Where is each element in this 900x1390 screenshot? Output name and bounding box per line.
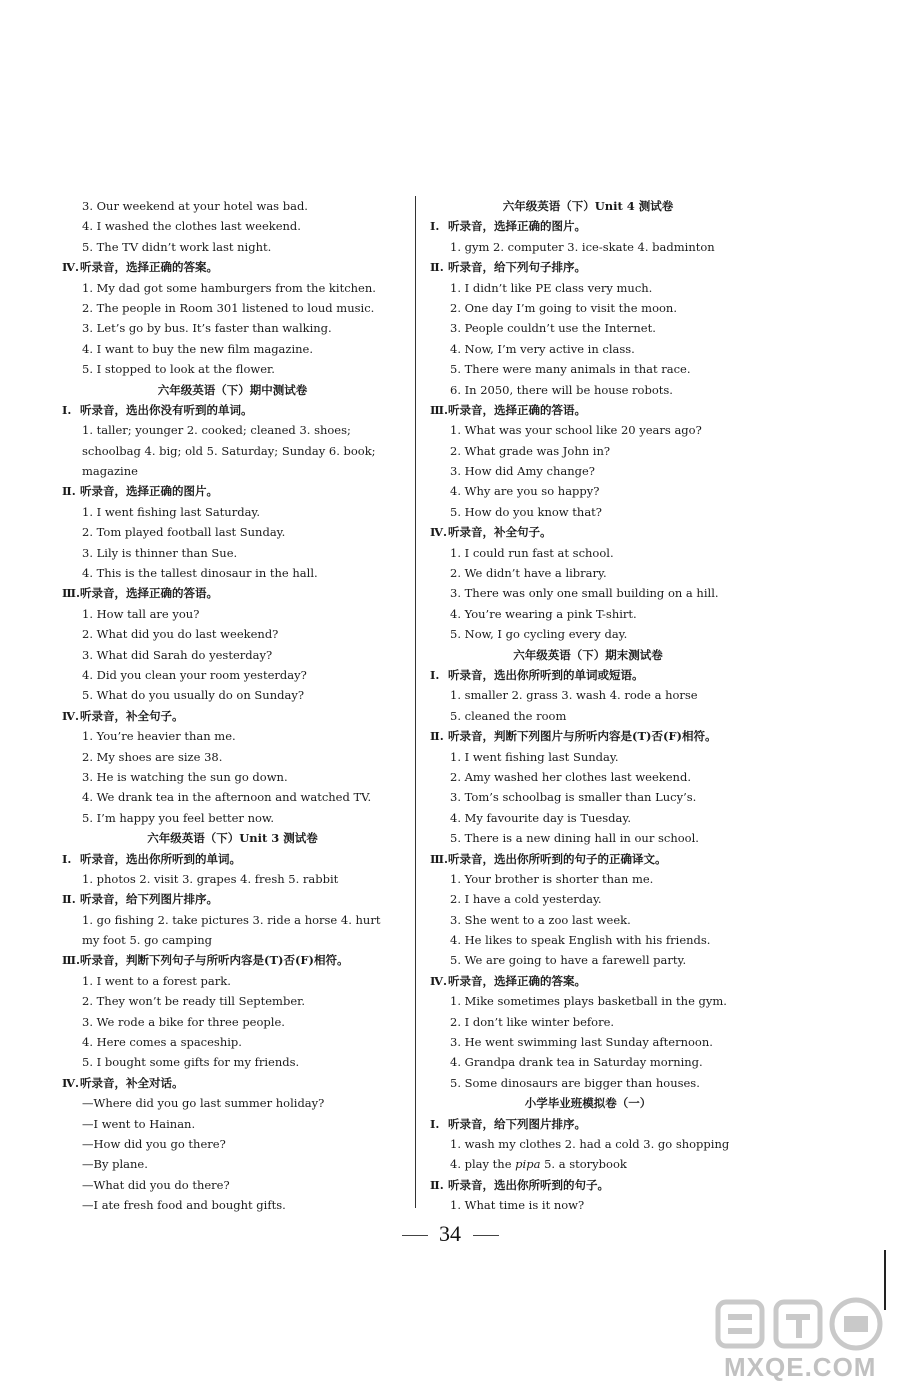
answer-line: 1. I went to a forest park. — [82, 973, 231, 988]
answer-line-continued: my foot 5. go camping — [82, 933, 213, 948]
left-column — [60, 196, 405, 1216]
answer-line: —Where did you go last summer holiday? — [82, 1096, 325, 1111]
answer-line: 1. My dad got some hamburgers from the kitchen. — [82, 280, 376, 295]
question-instruction: 听录音，补全句子。 — [80, 708, 184, 723]
answer-line: 3. Let’s go by bus. It’s faster than walking. — [82, 321, 332, 336]
question-heading — [428, 1175, 748, 1195]
answer-line: —How did you go there? — [82, 1136, 226, 1151]
question-instruction: 听录音，选择正确的图片。 — [448, 219, 586, 234]
answer-line: 2. My shoes are size 38. — [82, 749, 223, 764]
answer-line: 2. We didn’t have a library. — [450, 566, 607, 581]
section-title: 六年级英语（下）Unit 4 测试卷 — [502, 199, 674, 213]
question-heading — [428, 257, 748, 277]
answer-line: 3. People couldn’t use the Internet. — [450, 321, 656, 336]
answer-line: 1. Your brother is shorter than me. — [450, 871, 654, 886]
answer-line: 5. What do you usually do on Sunday? — [82, 688, 304, 703]
question-instruction: 听录音，补全对话。 — [80, 1075, 184, 1090]
answer-line: —I went to Hainan. — [82, 1116, 196, 1131]
answer-line: 4. I washed the clothes last weekend. — [82, 219, 301, 234]
answer-line: 2. They won’t be ready till September. — [82, 994, 306, 1009]
question-heading — [428, 665, 748, 685]
question-instruction: 听录音，选出你所听到的句子的正确译文。 — [448, 851, 667, 866]
question-heading — [60, 1073, 405, 1093]
question-heading — [428, 400, 748, 420]
answer-text: 5. a storybook — [540, 1157, 627, 1172]
answer-line: 3. How did Amy change? — [450, 464, 595, 479]
question-number: Ⅲ. — [430, 402, 449, 417]
answer-line: 5. I stopped to look at the flower. — [82, 362, 275, 377]
question-number: Ⅱ. — [430, 729, 444, 744]
answer-line: 1. wash my clothes 2. had a cold 3. go shopping — [450, 1136, 730, 1151]
question-heading — [428, 1114, 748, 1134]
question-heading — [428, 849, 748, 869]
answer-line: 5. Now, I go cycling every day. — [450, 627, 628, 642]
answer-line: 1. What time is it now? — [450, 1198, 585, 1213]
answer-line: —By plane. — [82, 1157, 148, 1172]
watermark — [706, 1292, 896, 1388]
question-instruction: 听录音，选出你没有听到的单词。 — [80, 402, 253, 417]
answer-line: 5. How do you know that? — [450, 504, 602, 519]
answer-line: 1. I went fishing last Sunday. — [450, 749, 619, 764]
answer-line: 5. cleaned the room — [450, 708, 567, 723]
answer-line: 1. go fishing 2. take pictures 3. ride a horse 4. hurt — [82, 912, 381, 927]
answer-line: 3. Lily is thinner than Sue. — [82, 545, 238, 560]
answer-line: 4. He likes to speak English with his friends. — [450, 933, 711, 948]
answer-line: 4. I want to buy the new film magazine. — [82, 341, 314, 356]
question-number: Ⅱ. — [430, 1177, 444, 1192]
answer-line: 1. Mike sometimes plays basketball in the gym. — [450, 994, 727, 1009]
question-heading — [60, 706, 405, 726]
answer-line: 4. Did you clean your room yesterday? — [82, 667, 307, 682]
answer-line: 2. Tom played football last Sunday. — [82, 525, 286, 540]
answer-line: 3. He went swimming last Sunday afternoon. — [450, 1035, 713, 1050]
answer-line: 1. What was your school like 20 years ago? — [450, 423, 702, 438]
question-number: Ⅰ. — [62, 851, 72, 866]
question-instruction: 听录音，选择正确的答案。 — [80, 260, 218, 275]
question-heading — [428, 216, 748, 236]
answer-line: 5. I’m happy you feel better now. — [82, 810, 275, 825]
answer-line: 1. I could run fast at school. — [450, 545, 614, 560]
question-heading — [60, 950, 405, 970]
question-instruction: 听录音，判断下列句子与所听内容是(T)否(F)相符。 — [80, 953, 349, 968]
question-instruction: 听录音，给下列图片排序。 — [448, 1116, 586, 1131]
right-column — [428, 196, 748, 1216]
answer-line: 2. Amy washed her clothes last weekend. — [450, 769, 691, 784]
answer-line: 1. taller; younger 2. cooked; cleaned 3. shoes; — [82, 423, 351, 438]
answer-line — [428, 1154, 748, 1174]
answer-line: 2. One day I’m going to visit the moon. — [450, 300, 677, 315]
question-heading — [60, 400, 405, 420]
answer-line: 4. We drank tea in the afternoon and watched TV. — [82, 790, 372, 805]
answer-line: 5. Some dinosaurs are bigger than houses. — [450, 1075, 700, 1090]
question-number: Ⅲ. — [430, 851, 449, 866]
question-heading — [60, 849, 405, 869]
answer-line: 4. You’re wearing a pink T-shirt. — [450, 606, 637, 621]
answer-line: —What did you do there? — [82, 1177, 230, 1192]
question-number: Ⅳ. — [62, 260, 80, 275]
answer-line: 6. In 2050, there will be house robots. — [450, 382, 673, 397]
answer-line: 4. Here comes a spaceship. — [82, 1035, 242, 1050]
answer-line: 2. The people in Room 301 listened to loud music. — [82, 300, 375, 315]
answer-line: 4. Why are you so happy? — [450, 484, 600, 499]
question-instruction: 听录音，补全句子。 — [448, 525, 552, 540]
question-number: Ⅱ. — [62, 484, 76, 499]
section-title: 小学毕业班模拟卷（一） — [524, 1096, 652, 1111]
answer-line: 5. There were many animals in that race. — [450, 362, 691, 377]
question-heading — [60, 481, 405, 501]
answer-line: 3. Tom’s schoolbag is smaller than Lucy’s. — [450, 790, 697, 805]
watermark-text: MXQE.COM — [724, 1352, 877, 1382]
question-heading — [428, 971, 748, 991]
answer-line: 1. You’re heavier than me. — [82, 729, 236, 744]
question-number: Ⅳ. — [62, 708, 80, 723]
answer-line: 1. I went fishing last Saturday. — [82, 504, 261, 519]
column-divider — [415, 196, 416, 1208]
question-instruction: 听录音，选择正确的图片。 — [80, 484, 218, 499]
question-instruction: 听录音，选出你所听到的单词。 — [80, 851, 241, 866]
question-instruction: 听录音，给下列图片排序。 — [80, 892, 218, 907]
answer-line: 2. What did you do last weekend? — [82, 627, 279, 642]
answer-line: 2. I don’t like winter before. — [450, 1014, 615, 1029]
question-number: Ⅱ. — [62, 892, 76, 907]
answer-line: 3. There was only one small building on a hill. — [450, 586, 719, 601]
question-instruction: 听录音，选择正确的答案。 — [448, 973, 586, 988]
answer-line: 5. There is a new dining hall in our school. — [450, 831, 699, 846]
question-instruction: 听录音，选择正确的答语。 — [80, 586, 219, 601]
section-title: 六年级英语（下）Unit 3 测试卷 — [147, 831, 318, 846]
answer-line: 5. The TV didn’t work last night. — [82, 239, 272, 254]
answer-line: 2. I have a cold yesterday. — [450, 892, 602, 907]
question-heading — [428, 726, 748, 746]
answer-line: 1. smaller 2. grass 3. wash 4. rode a horse — [450, 688, 698, 703]
answer-text-italic: pipa — [515, 1157, 541, 1172]
answer-text: 4. play the — [450, 1157, 516, 1172]
answer-line: 4. My favourite day is Tuesday. — [450, 810, 631, 825]
question-heading — [60, 889, 405, 909]
answer-line: 1. gym 2. computer 3. ice-skate 4. badminton — [450, 239, 715, 254]
footer-dash-right — [473, 1235, 499, 1236]
question-number: Ⅰ. — [430, 1116, 440, 1131]
section-title: 六年级英语（下）期中测试卷 — [157, 382, 308, 397]
answer-line: 3. What did Sarah do yesterday? — [82, 647, 273, 662]
footer-dash-left — [402, 1235, 428, 1236]
question-instruction: 听录音，选择正确的答语。 — [448, 402, 587, 417]
question-number: Ⅰ. — [430, 219, 440, 234]
answer-line: 3. She went to a zoo last week. — [450, 912, 631, 927]
question-number: Ⅲ. — [62, 586, 81, 601]
section-title: 六年级英语（下）期末测试卷 — [513, 647, 663, 662]
answer-line: 1. photos 2. visit 3. grapes 4. fresh 5. rabbit — [82, 871, 339, 886]
question-number: Ⅳ. — [62, 1075, 80, 1090]
page-footer — [0, 1221, 900, 1247]
answer-line: 3. We rode a bike for three people. — [82, 1014, 285, 1029]
answer-line: 5. We are going to have a farewell party. — [450, 953, 687, 968]
answer-line: 4. Grandpa drank tea in Saturday morning. — [450, 1055, 703, 1070]
answer-line: —I ate fresh food and bought gifts. — [82, 1198, 286, 1213]
answer-line: 4. Now, I’m very active in class. — [450, 341, 635, 356]
question-heading — [60, 257, 405, 277]
question-heading — [428, 522, 748, 542]
question-heading — [60, 583, 405, 603]
page-number: 34 — [439, 1221, 461, 1246]
answer-line: 1. I didn’t like PE class very much. — [450, 280, 653, 295]
question-instruction: 听录音，选出你所听到的句子。 — [448, 1177, 609, 1192]
question-number: Ⅰ. — [430, 667, 440, 682]
question-instruction: 听录音，判断下列图片与所听内容是(T)否(F)相符。 — [448, 729, 717, 744]
answer-line-continued: schoolbag 4. big; old 5. Saturday; Sunday 6. book; — [82, 443, 376, 458]
answer-line: 4. This is the tallest dinosaur in the hall. — [82, 566, 318, 581]
answer-line: 1. How tall are you? — [82, 606, 200, 621]
watermark-logo-icon — [706, 1292, 896, 1354]
answer-line: 2. What grade was John in? — [450, 443, 611, 458]
question-number: Ⅲ. — [62, 953, 81, 968]
question-number: Ⅳ. — [430, 973, 448, 988]
question-number: Ⅳ. — [430, 525, 448, 540]
question-number: Ⅱ. — [430, 260, 444, 275]
answer-line: 3. He is watching the sun go down. — [82, 769, 288, 784]
answer-line: 5. I bought some gifts for my friends. — [82, 1055, 300, 1070]
question-instruction: 听录音，给下列句子排序。 — [448, 260, 586, 275]
answer-line: 3. Our weekend at your hotel was bad. — [82, 199, 308, 213]
answer-line-continued: magazine — [82, 464, 138, 479]
question-number: Ⅰ. — [62, 402, 72, 417]
question-instruction: 听录音，选出你所听到的单词或短语。 — [448, 667, 644, 682]
